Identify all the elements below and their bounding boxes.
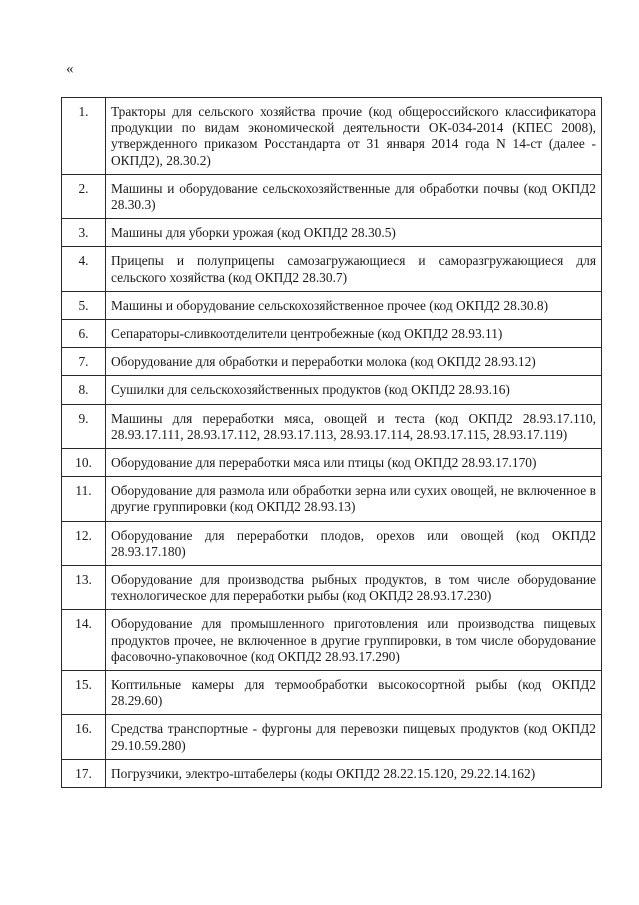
row-description: Прицепы и полуприцепы самозагружающиеся и саморазгружающиеся для сельского хозяйства (код ОКПД2 28.30.7) — [106, 247, 602, 291]
row-description: Тракторы для сельского хозяйства прочие (код общероссийского классификатора продукции по видам экономической деятельности ОК-034-2014 (КПЕС 2008), утвержденного приказом Росстандарта от 31 января 2014 года N 14-ст (далее - ОКПД2), 28.30.2) — [106, 98, 602, 175]
row-description: Оборудование для обработки и переработки молока (код ОКПД2 28.93.12) — [106, 348, 602, 376]
row-number: 15. — [62, 671, 106, 715]
table-row — [62, 376, 602, 404]
table-row — [62, 477, 602, 521]
table-row — [62, 610, 602, 671]
opening-quote: « — [66, 61, 74, 77]
row-description: Оборудование для размола или обработки зерна или сухих овощей, не включенное в другие группировки (код ОКПД2 28.93.13) — [106, 477, 602, 521]
table-body — [62, 98, 602, 788]
row-number: 14. — [62, 610, 106, 671]
row-description: Оборудование для производства рыбных продуктов, в том числе оборудование технологическое для переработки рыбы (код ОКПД2 28.93.17.230) — [106, 566, 602, 610]
table-row — [62, 174, 602, 218]
row-number: 7. — [62, 348, 106, 376]
row-description: Погрузчики, электро-штабелеры (коды ОКПД2 28.22.15.120, 29.22.14.162) — [106, 759, 602, 787]
table-row — [62, 247, 602, 291]
table-row — [62, 348, 602, 376]
row-number: 16. — [62, 715, 106, 759]
row-number: 12. — [62, 521, 106, 565]
row-number: 3. — [62, 219, 106, 247]
table-row — [62, 219, 602, 247]
row-description: Машины для переработки мяса, овощей и теста (код ОКПД2 28.93.17.110, 28.93.17.111, 28.93.17.112, 28.93.17.113, 28.93.17.114, 28.93.17.115, 28.93.17.119) — [106, 404, 602, 448]
row-number: 9. — [62, 404, 106, 448]
row-description: Оборудование для промышленного приготовления или производства пищевых продуктов прочее, не включенное в другие группировки, в том числе оборудование фасовочно-упаковочное (код ОКПД2 28.93.17.290) — [106, 610, 602, 671]
row-number: 10. — [62, 449, 106, 477]
row-description: Сепараторы-сливкоотделители центробежные (код ОКПД2 28.93.11) — [106, 320, 602, 348]
table-row — [62, 671, 602, 715]
table-row — [62, 98, 602, 175]
row-number: 2. — [62, 174, 106, 218]
row-number: 1. — [62, 98, 106, 175]
row-number: 11. — [62, 477, 106, 521]
row-description: Коптильные камеры для термообработки высокосортной рыбы (код ОКПД2 28.29.60) — [106, 671, 602, 715]
row-number: 8. — [62, 376, 106, 404]
table-row — [62, 404, 602, 448]
row-description: Оборудование для переработки мяса или птицы (код ОКПД2 28.93.17.170) — [106, 449, 602, 477]
table-row — [62, 521, 602, 565]
equipment-list-table — [61, 97, 602, 788]
row-description: Оборудование для переработки плодов, орехов или овощей (код ОКПД2 28.93.17.180) — [106, 521, 602, 565]
row-description: Машины и оборудование сельскохозяйственные для обработки почвы (код ОКПД2 28.30.3) — [106, 174, 602, 218]
row-number: 13. — [62, 566, 106, 610]
table-row — [62, 566, 602, 610]
table-row — [62, 759, 602, 787]
table-row — [62, 320, 602, 348]
table-row — [62, 291, 602, 319]
row-number: 4. — [62, 247, 106, 291]
row-description: Машины и оборудование сельскохозяйственное прочее (код ОКПД2 28.30.8) — [106, 291, 602, 319]
table-row — [62, 715, 602, 759]
row-number: 6. — [62, 320, 106, 348]
row-description: Средства транспортные - фургоны для перевозки пищевых продуктов (код ОКПД2 29.10.59.280) — [106, 715, 602, 759]
row-number: 5. — [62, 291, 106, 319]
row-number: 17. — [62, 759, 106, 787]
row-description: Сушилки для сельскохозяйственных продуктов (код ОКПД2 28.93.16) — [106, 376, 602, 404]
row-description: Машины для уборки урожая (код ОКПД2 28.30.5) — [106, 219, 602, 247]
table-row — [62, 449, 602, 477]
